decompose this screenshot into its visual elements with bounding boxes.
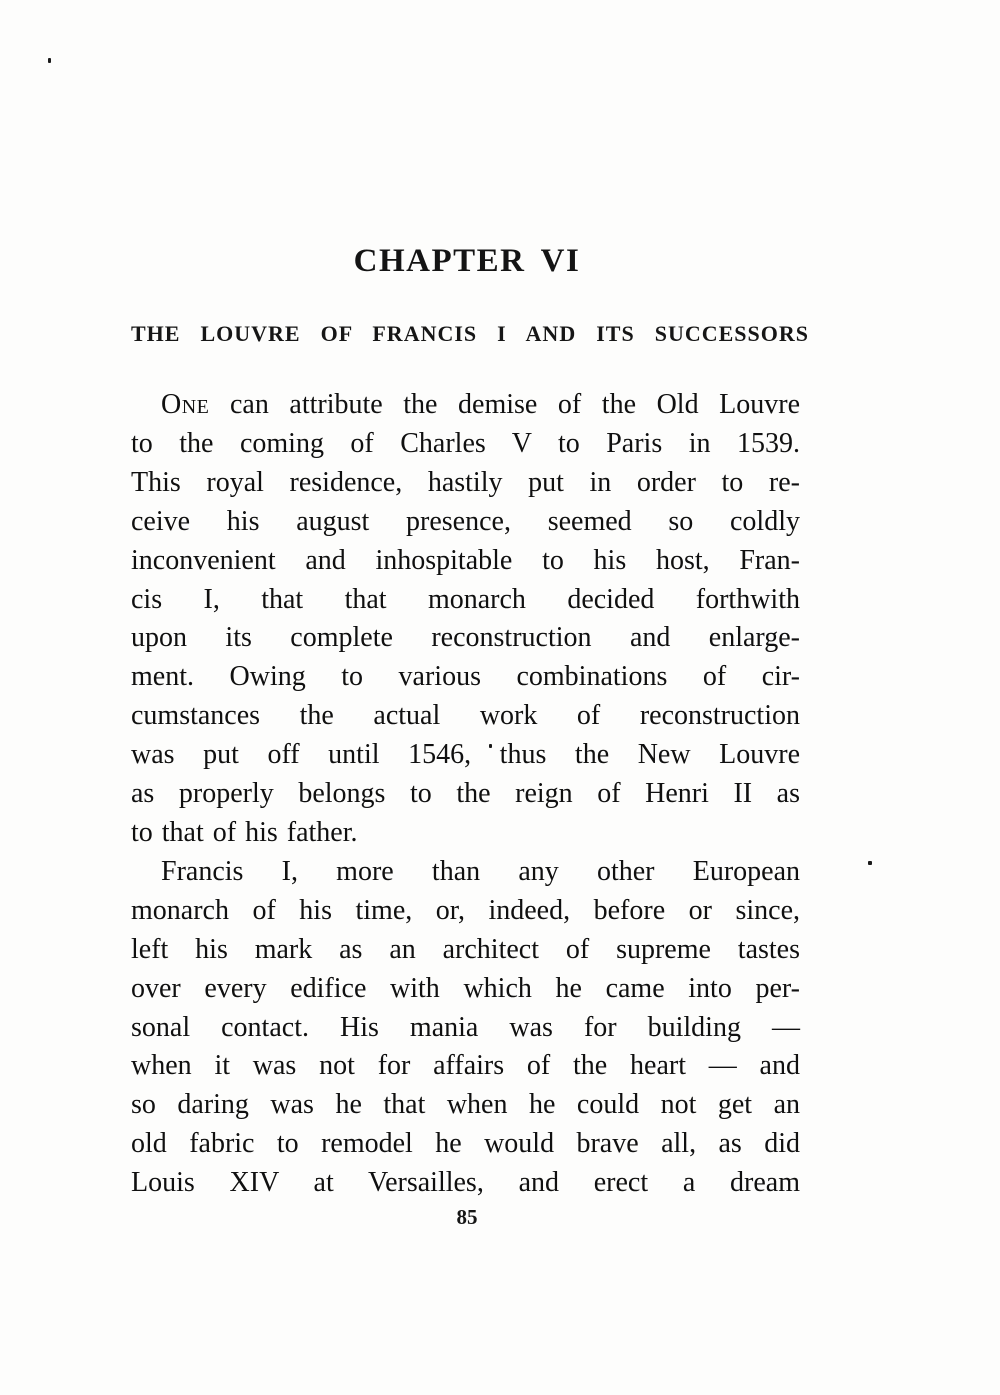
text-line: when it was not for affairs of the heart — and [131,1050,800,1082]
text-line: monarch of his time, or, indeed, before or since, [131,894,800,926]
text-line: left his mark as an architect of supreme tastes [131,933,800,965]
chapter-subheading: THE LOUVRE OF FRANCIS I AND ITS SUCCESSORS [131,321,809,346]
page-number: 85 [456,1205,478,1229]
paragraph [131,853,800,1203]
text-line: cis I, that that monarch decided forthwith [131,583,800,615]
text-line: to that of his father. [131,816,358,848]
text-line [131,386,800,425]
text-line: over every edifice with which he came into per- [131,972,800,1004]
text-line: to the coming of Charles V to Paris in 1539. [131,427,800,459]
text-line: upon its complete reconstruction and enlarge- [131,622,800,654]
text-line: as properly belongs to the reign of Henri II as [131,778,800,810]
text-line: Louis XIV at Versailles, and erect a dream [131,1167,800,1199]
text-line: so daring was he that when he could not get an [131,1089,800,1121]
text-line: sonal contact. His mania was for building — [131,1011,800,1043]
text-line: This royal residence, hastily put in order to re- [131,466,800,498]
body-text [131,386,800,1203]
ink-speck [48,58,51,63]
text-line: cumstances the actual work of reconstruction [131,700,800,732]
chapter-heading: CHAPTER VI [353,243,581,279]
text-line: ceive his august presence, seemed so coldly [131,505,800,537]
text-line: inconvenient and inhospitable to his host, Fran- [131,544,800,576]
smallcaps-lead-word: One [161,389,210,420]
paragraph [131,386,800,853]
text-line: old fabric to remodel he would brave all, as did [131,1128,800,1160]
text-line: was put off until 1546, thus the New Louvre [131,739,800,771]
ink-speck [868,861,872,865]
text-line: ment. Owing to various combinations of cir- [131,661,800,693]
text-line: Francis I, more than any other European [161,855,800,887]
text-line-rest: can attribute the demise of the Old Louvre [229,389,801,420]
